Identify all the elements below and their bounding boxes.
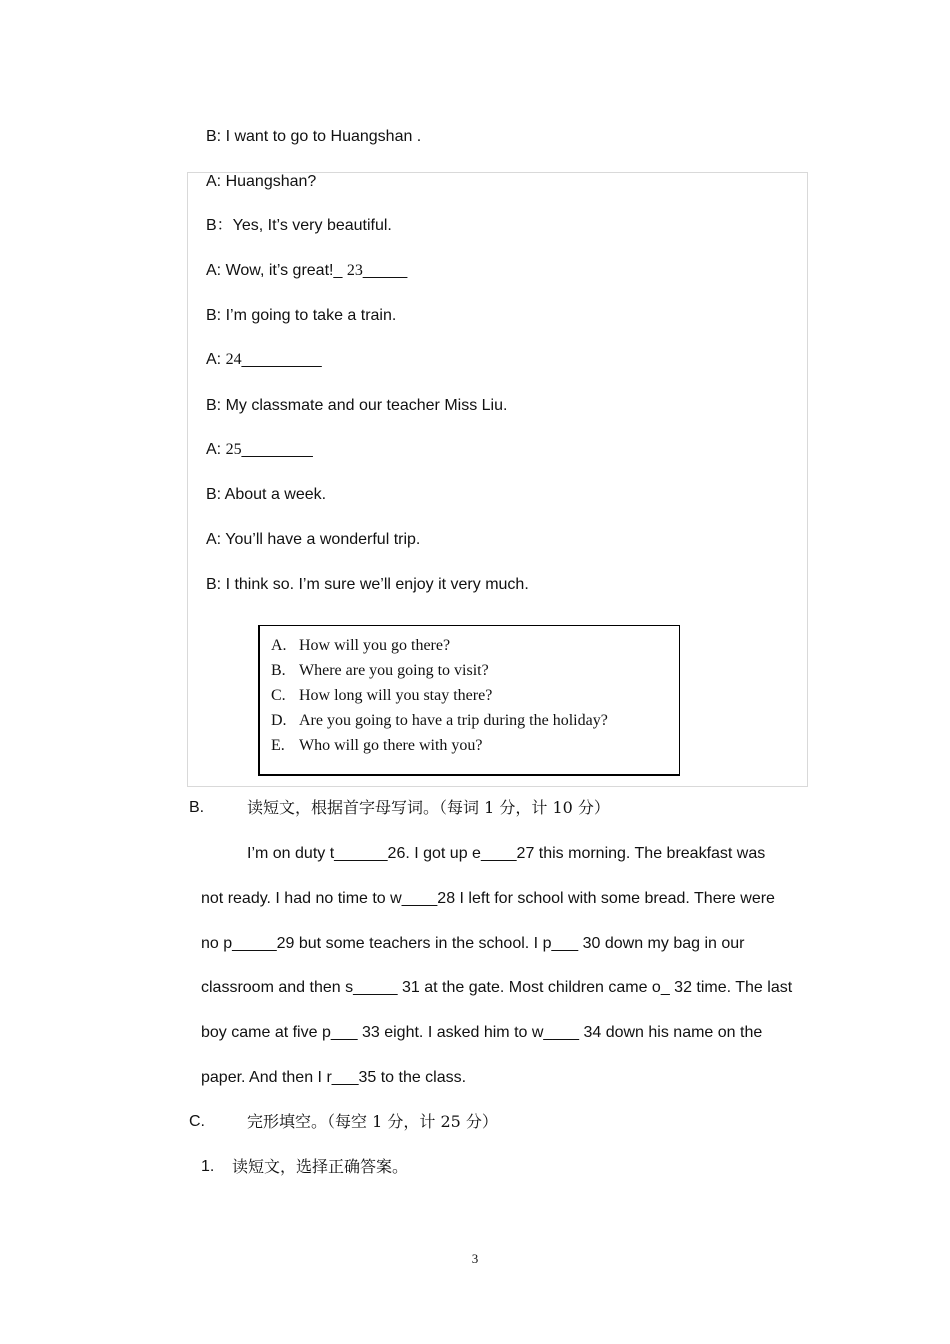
dialogue-text: A: [206,351,226,368]
dialogue-line-blank-24 [206,350,322,370]
option-text: Who will go there with you? [299,737,483,754]
option-d [271,711,608,731]
answer-blank[interactable]: _____ [362,262,408,279]
option-text: How long will you stay there? [299,687,493,704]
title-text: 分，计 [494,798,553,817]
passage-line: paper. And then I r___35 to the class. [201,1069,467,1086]
passage-line: classroom and then s_____ 31 at the gate. Most children came o_ 32 time. The last [201,979,793,996]
title-text: 分，计 [382,1112,441,1131]
passage-line: boy came at five p___ 33 eight. I asked him to w____ 34 down his name on the [201,1024,763,1041]
section-c-item-number: 1. [201,1158,215,1175]
dialogue-line: B: I’m going to take a train. [206,307,397,324]
answer-blank[interactable]: _________ [241,351,322,368]
dialogue-line: A: You’ll have a wonderful trip. [206,531,421,548]
option-text: Where are you going to visit? [299,662,489,679]
title-text: 完形填空。（每空 [247,1112,373,1131]
option-text: How will you go there? [299,637,451,654]
page-number: 3 [471,1251,479,1266]
dialogue-line: B：Yes, It’s very beautiful. [206,217,392,234]
title-text: 读短文，根据首字母写词。（每词 [247,798,485,817]
option-e [271,736,483,756]
section-c-label: C. [189,1113,205,1130]
option-letter: B. [271,662,286,679]
passage-line: I’m on duty t______26. I got up e____27 this morning. The breakfast was [247,845,766,862]
title-text: 分） [460,1112,498,1131]
answer-blank[interactable]: ________ [241,441,313,458]
option-letter: A. [271,637,287,654]
option-letter: E. [271,737,285,754]
dialogue-line: A: Huangshan? [206,173,317,190]
option-a [271,636,450,656]
option-letter: D. [271,712,287,729]
title-number: 1 [372,1112,383,1131]
dialogue-line-blank-25 [206,440,313,460]
option-letter: C. [271,687,286,704]
section-b-title [247,798,610,818]
option-c [271,686,492,706]
dialogue-line: B: I think so. I’m sure we’ll enjoy it very much. [206,576,529,593]
option-b [271,661,489,681]
dialogue-line: B: My classmate and our teacher Miss Liu. [206,397,508,414]
title-number: 10 [552,798,573,817]
passage-line: no p_____29 but some teachers in the school. I p___ 30 down my bag in our [201,935,745,952]
blank-number: 24 [225,351,242,368]
dialogue-text: A: Wow, it’s great!_ [206,262,347,279]
dialogue-line: B: I want to go to Huangshan . [206,128,422,145]
title-text: 分） [572,798,610,817]
dialogue-line: B: About a week. [206,486,327,503]
option-text: Are you going to have a trip during the holiday? [299,712,608,729]
section-c-title [247,1112,498,1132]
title-number: 25 [440,1112,461,1131]
passage-line: not ready. I had no time to w____28 I left for school with some bread. There were [201,890,775,907]
blank-number: 25 [225,441,242,458]
dialogue-line-blank-23 [206,261,407,281]
section-c-item-text: 读短文，选择正确答案。 [232,1157,409,1176]
dialogue-text: A: [206,441,226,458]
section-b-label: B. [189,799,205,816]
blank-number: 23 [346,262,363,279]
title-number: 1 [484,798,495,817]
